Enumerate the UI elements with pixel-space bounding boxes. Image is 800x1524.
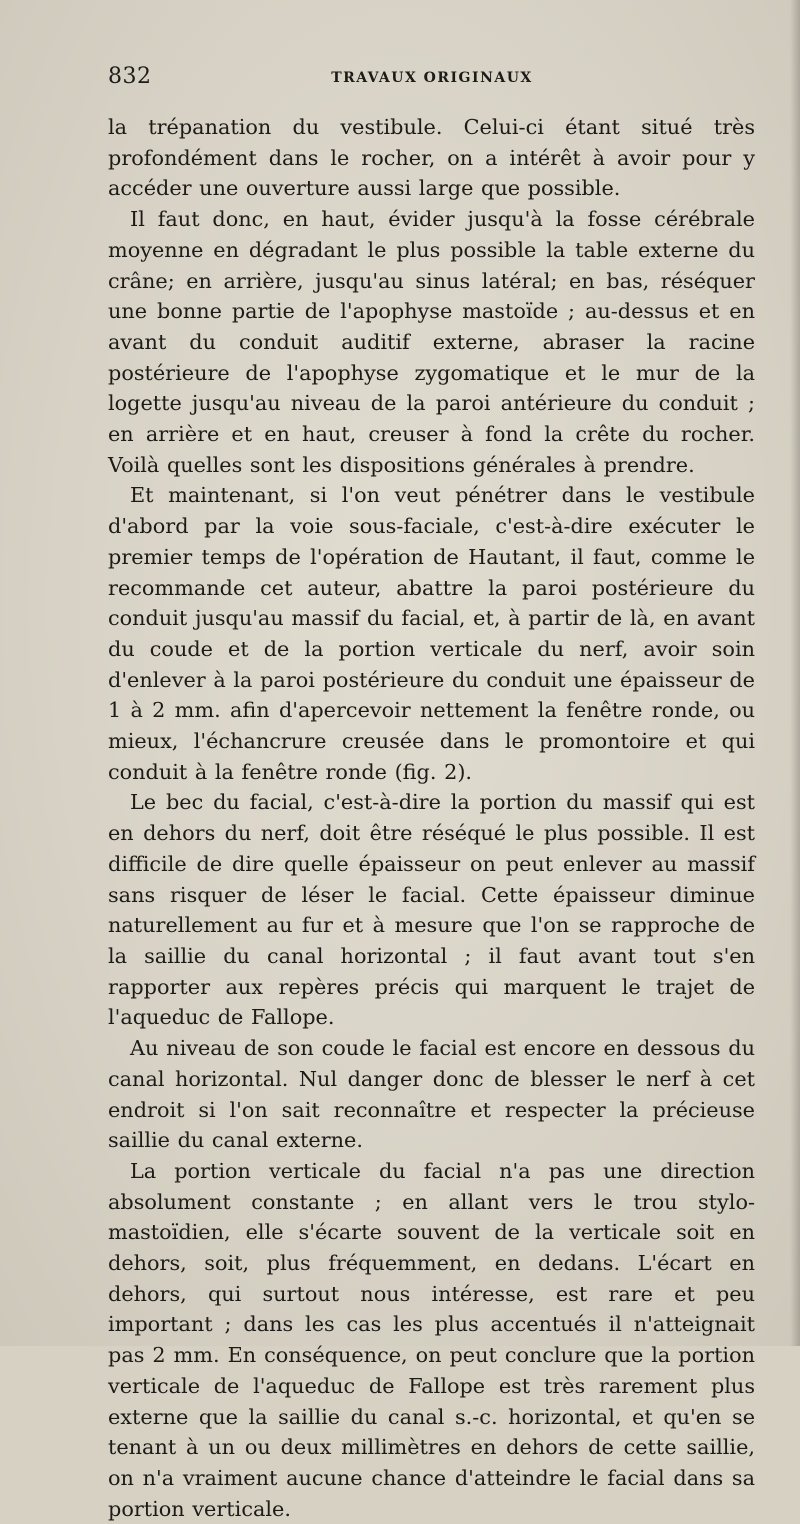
running-header <box>108 64 756 94</box>
page-number: 832 <box>108 64 152 89</box>
paragraph: Et maintenant, si l'on veut pénétrer dans le vestibule d'abord par la voie sous-faciale, c'est-à-dire exécuter le premier temps de l'opération de Hautant, il faut, comme le recommande cet auteur, abattre la paroi postérieure du conduit jusqu'au massif du facial, et, à partir de là, en avant du coude et de la portion verticale du nerf, avoir soin d'enlever à la paroi postérieure du conduit une épaisseur de 1 à 2 mm. afin d'apercevoir nettement la fenêtre ronde, ou mieux, l'échancrure creusée dans le promontoire et qui conduit à la fenêtre ronde (fig. 2). <box>108 483 755 784</box>
paragraph: Il faut donc, en haut, évider jusqu'à la fosse cérébrale moyenne en dégradant le plus possible la table externe du crâne; en arrière, jusqu'au sinus latéral; en bas, réséquer une bonne partie de l'apophyse mastoïde ; au-dessus et en avant du conduit auditif externe, abraser la racine postérieure de l'apophyse zygomatique et le mur de la logette jusqu'au niveau de la paroi antérieure du conduit ; en arrière et en haut, creuser à fond la crête du rocher. Voilà quelles sont les dispositions générales à prendre. <box>108 207 755 477</box>
paragraph: Le bec du facial, c'est-à-dire la portion du massif qui est en dehors du nerf, doit être réséqué le plus possible. Il est difficile de dire quelle épaisseur on peut enlever au massif sans risquer de léser le facial. Cette épaisseur diminue naturellement au fur et à mesure que l'on se rapproche de la saillie du canal horizontal ; il faut avant tout s'en rapporter aux repères précis qui marquent le trajet de l'aqueduc de Fallope. <box>108 790 755 1030</box>
paragraph: Au niveau de son coude le facial est encore en dessous du canal horizontal. Nul danger donc de blesser le nerf à cet endroit si l'on sait reconnaître et respecter la précieuse saillie du canal externe. <box>108 1036 755 1153</box>
running-title: TRAVAUX ORIGINAUX <box>331 70 533 86</box>
paragraph: la trépanation du vestibule. Celui-ci étant situé très profondément dans le rocher, on a intérêt à avoir pour y accéder une ouverture aussi large que possible. <box>108 115 755 201</box>
paragraph: La portion verticale du facial n'a pas une direction absolument constante ; en allant vers le trou stylo-mastoïdien, elle s'écarte souvent de la verticale soit en dehors, soit, plus fréquemment, en dedans. L'écart en dehors, qui surtout nous intéresse, est rare et peu important ; dans les cas les plus accentués il n'atteignait pas 2 mm. En conséquence, on peut conclure que la portion verticale de l'aqueduc de Fallope est très rarement plus externe que la saillie du canal s.-c. horizontal, et qu'en se tenant à un ou deux millimètres en dehors de cette saillie, on n'a vraiment aucune chance d'atteindre le facial dans sa portion verticale. <box>108 1158 755 1521</box>
body-text <box>108 112 755 1524</box>
page-edge-shadow <box>790 0 800 1346</box>
